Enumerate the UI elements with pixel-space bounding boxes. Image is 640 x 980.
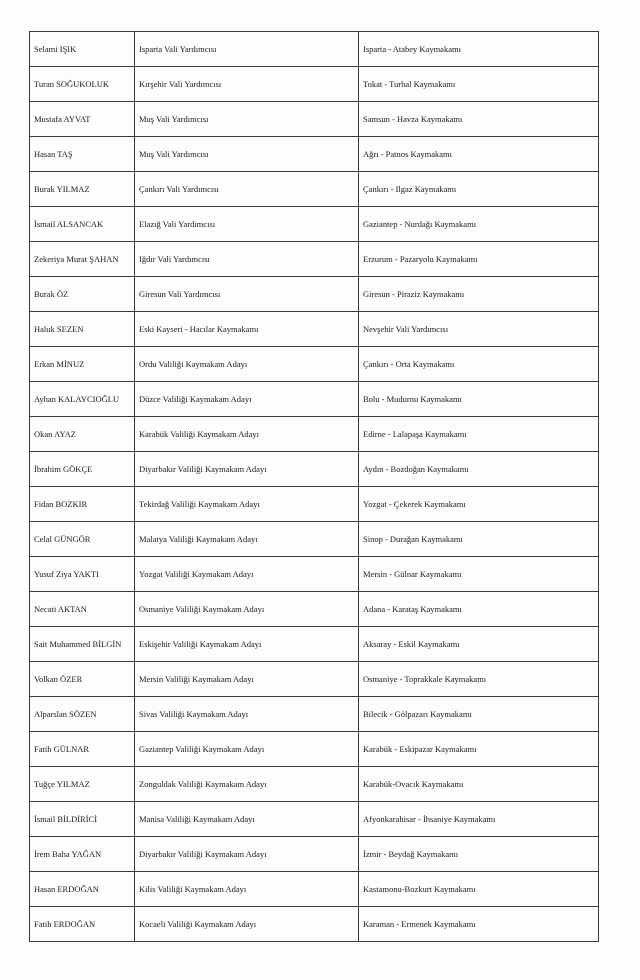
new-post-cell: Tokat - Turhal Kaymakamı xyxy=(359,67,599,102)
previous-post-cell: Karabük Valiliği Kaymakam Adayı xyxy=(135,417,359,452)
table-row xyxy=(30,872,599,907)
table-row xyxy=(30,137,599,172)
previous-post-cell: Giresun Vali Yardımcısı xyxy=(135,277,359,312)
previous-post-cell: Kocaeli Valiliği Kaymakam Adayı xyxy=(135,907,359,942)
table-row xyxy=(30,487,599,522)
person-name-cell: Selami IŞIK xyxy=(30,32,135,67)
table-row xyxy=(30,837,599,872)
previous-post-cell: Eskişehir Valiliği Kaymakam Adayı xyxy=(135,627,359,662)
new-post-cell: Aksaray - Eskil Kaymakamı xyxy=(359,627,599,662)
table-row xyxy=(30,312,599,347)
person-name-cell: Necati AKTAN xyxy=(30,592,135,627)
previous-post-cell: Osmaniye Valiliği Kaymakam Adayı xyxy=(135,592,359,627)
new-post-cell: Karaman - Ermenek Kaymakamı xyxy=(359,907,599,942)
previous-post-cell: Diyarbakır Valiliği Kaymakam Adayı xyxy=(135,452,359,487)
table-row xyxy=(30,452,599,487)
new-post-cell: Mersin - Gülnar Kaymakamı xyxy=(359,557,599,592)
table-row xyxy=(30,67,599,102)
table-row xyxy=(30,592,599,627)
previous-post-cell: Çankırı Vali Yardımcısı xyxy=(135,172,359,207)
new-post-cell: Bilecik - Gölpazarı Kaymakamı xyxy=(359,697,599,732)
table-row xyxy=(30,347,599,382)
table-row xyxy=(30,732,599,767)
new-post-cell: Afyonkarahisar - İhsaniye Kaymakamı xyxy=(359,802,599,837)
person-name-cell: İsmail BİLDİRİCİ xyxy=(30,802,135,837)
person-name-cell: Hasan ERDOĞAN xyxy=(30,872,135,907)
table-row xyxy=(30,207,599,242)
appointments-table-body xyxy=(30,32,599,942)
new-post-cell: Çankırı - Ilgaz Kaymakamı xyxy=(359,172,599,207)
new-post-cell: Osmaniye - Toprakkale Kaymakamı xyxy=(359,662,599,697)
person-name-cell: Alparslan SÖZEN xyxy=(30,697,135,732)
table-row xyxy=(30,277,599,312)
new-post-cell: Giresun - Piraziz Kaymakamı xyxy=(359,277,599,312)
previous-post-cell: Kırşehir Vali Yardımcısı xyxy=(135,67,359,102)
person-name-cell: Fatih GÜLNAR xyxy=(30,732,135,767)
person-name-cell: Celal GÜNGÖR xyxy=(30,522,135,557)
new-post-cell: Çankırı - Orta Kaymakamı xyxy=(359,347,599,382)
new-post-cell: Edirne - Lalapaşa Kaymakamı xyxy=(359,417,599,452)
previous-post-cell: Manisa Valiliği Kaymakam Adayı xyxy=(135,802,359,837)
table-row xyxy=(30,802,599,837)
table-row xyxy=(30,382,599,417)
new-post-cell: Kastamonu-Bozkurt Kaymakamı xyxy=(359,872,599,907)
person-name-cell: Tuğçe YILMAZ xyxy=(30,767,135,802)
table-row xyxy=(30,627,599,662)
new-post-cell: Adana - Karataş Kaymakamı xyxy=(359,592,599,627)
person-name-cell: İsmail ALSANCAK xyxy=(30,207,135,242)
previous-post-cell: Muş Vali Yardımcısı xyxy=(135,137,359,172)
table-row xyxy=(30,557,599,592)
new-post-cell: Aydın - Bozdoğan Kaymakamı xyxy=(359,452,599,487)
new-post-cell: Bolu - Mudurnu Kaymakamı xyxy=(359,382,599,417)
new-post-cell: Erzurum - Pazaryolu Kaymakamı xyxy=(359,242,599,277)
person-name-cell: Fatih ERDOĞAN xyxy=(30,907,135,942)
table-row xyxy=(30,662,599,697)
person-name-cell: Sait Muhammed BİLGİN xyxy=(30,627,135,662)
table-row xyxy=(30,767,599,802)
previous-post-cell: Gaziantep Valiliği Kaymakam Adayı xyxy=(135,732,359,767)
table-row xyxy=(30,522,599,557)
previous-post-cell: Isparta Vali Yardımcısı xyxy=(135,32,359,67)
table-row xyxy=(30,172,599,207)
person-name-cell: İbrahim GÖKÇE xyxy=(30,452,135,487)
person-name-cell: Turan SOĞUKOLUK xyxy=(30,67,135,102)
table-row xyxy=(30,32,599,67)
previous-post-cell: Tekirdağ Valiliği Kaymakam Adayı xyxy=(135,487,359,522)
person-name-cell: Zekeriya Murat ŞAHAN xyxy=(30,242,135,277)
person-name-cell: Ayhan KALAYCIOĞLU xyxy=(30,382,135,417)
previous-post-cell: Mersin Valiliği Kaymakam Adayı xyxy=(135,662,359,697)
new-post-cell: Nevşehir Vali Yardımcısı xyxy=(359,312,599,347)
previous-post-cell: Diyarbakır Valiliği Kaymakam Adayı xyxy=(135,837,359,872)
person-name-cell: Haluk SEZEN xyxy=(30,312,135,347)
person-name-cell: Okan AYAZ xyxy=(30,417,135,452)
new-post-cell: Gaziantep - Nurdağı Kaymakamı xyxy=(359,207,599,242)
new-post-cell: İzmir - Beydağ Kaymakamı xyxy=(359,837,599,872)
table-row xyxy=(30,417,599,452)
previous-post-cell: Sivas Valiliği Kaymakam Adayı xyxy=(135,697,359,732)
table-row xyxy=(30,907,599,942)
person-name-cell: İrem Baha YAĞAN xyxy=(30,837,135,872)
person-name-cell: Volkan ÖZER xyxy=(30,662,135,697)
person-name-cell: Fidan BOZKIR xyxy=(30,487,135,522)
table-row xyxy=(30,242,599,277)
person-name-cell: Erkan MİNUZ xyxy=(30,347,135,382)
new-post-cell: Karabük-Ovacık Kaymakamı xyxy=(359,767,599,802)
previous-post-cell: Düzce Valiliği Kaymakam Adayı xyxy=(135,382,359,417)
previous-post-cell: Malatya Valiliği Kaymakam Adayı xyxy=(135,522,359,557)
new-post-cell: Yozgat - Çekerek Kaymakamı xyxy=(359,487,599,522)
previous-post-cell: Zonguldak Valiliği Kaymakam Adayı xyxy=(135,767,359,802)
previous-post-cell: Ordu Valiliği Kaymakam Adayı xyxy=(135,347,359,382)
appointments-table xyxy=(29,31,599,942)
person-name-cell: Burak ÖZ xyxy=(30,277,135,312)
new-post-cell: Isparta - Atabey Kaymakamı xyxy=(359,32,599,67)
previous-post-cell: Yozgat Valiliği Kaymakam Adayı xyxy=(135,557,359,592)
person-name-cell: Burak YILMAZ xyxy=(30,172,135,207)
person-name-cell: Hasan TAŞ xyxy=(30,137,135,172)
person-name-cell: Mustafa AYVAT xyxy=(30,102,135,137)
person-name-cell: Yusuf Ziya YAKTI xyxy=(30,557,135,592)
new-post-cell: Samsun - Havza Kaymakamı xyxy=(359,102,599,137)
previous-post-cell: Muş Vali Yardımcısı xyxy=(135,102,359,137)
previous-post-cell: Eski Kayseri - Hacılar Kaymakamı xyxy=(135,312,359,347)
table-row xyxy=(30,102,599,137)
previous-post-cell: Kilis Valiliği Kaymakam Adayı xyxy=(135,872,359,907)
new-post-cell: Sinop - Durağan Kaymakamı xyxy=(359,522,599,557)
new-post-cell: Ağrı - Patnos Kaymakamı xyxy=(359,137,599,172)
table-row xyxy=(30,697,599,732)
previous-post-cell: Elazığ Vali Yardımcısı xyxy=(135,207,359,242)
previous-post-cell: Iğdır Vali Yardımcısı xyxy=(135,242,359,277)
new-post-cell: Karabük - Eskipazar Kaymakamı xyxy=(359,732,599,767)
